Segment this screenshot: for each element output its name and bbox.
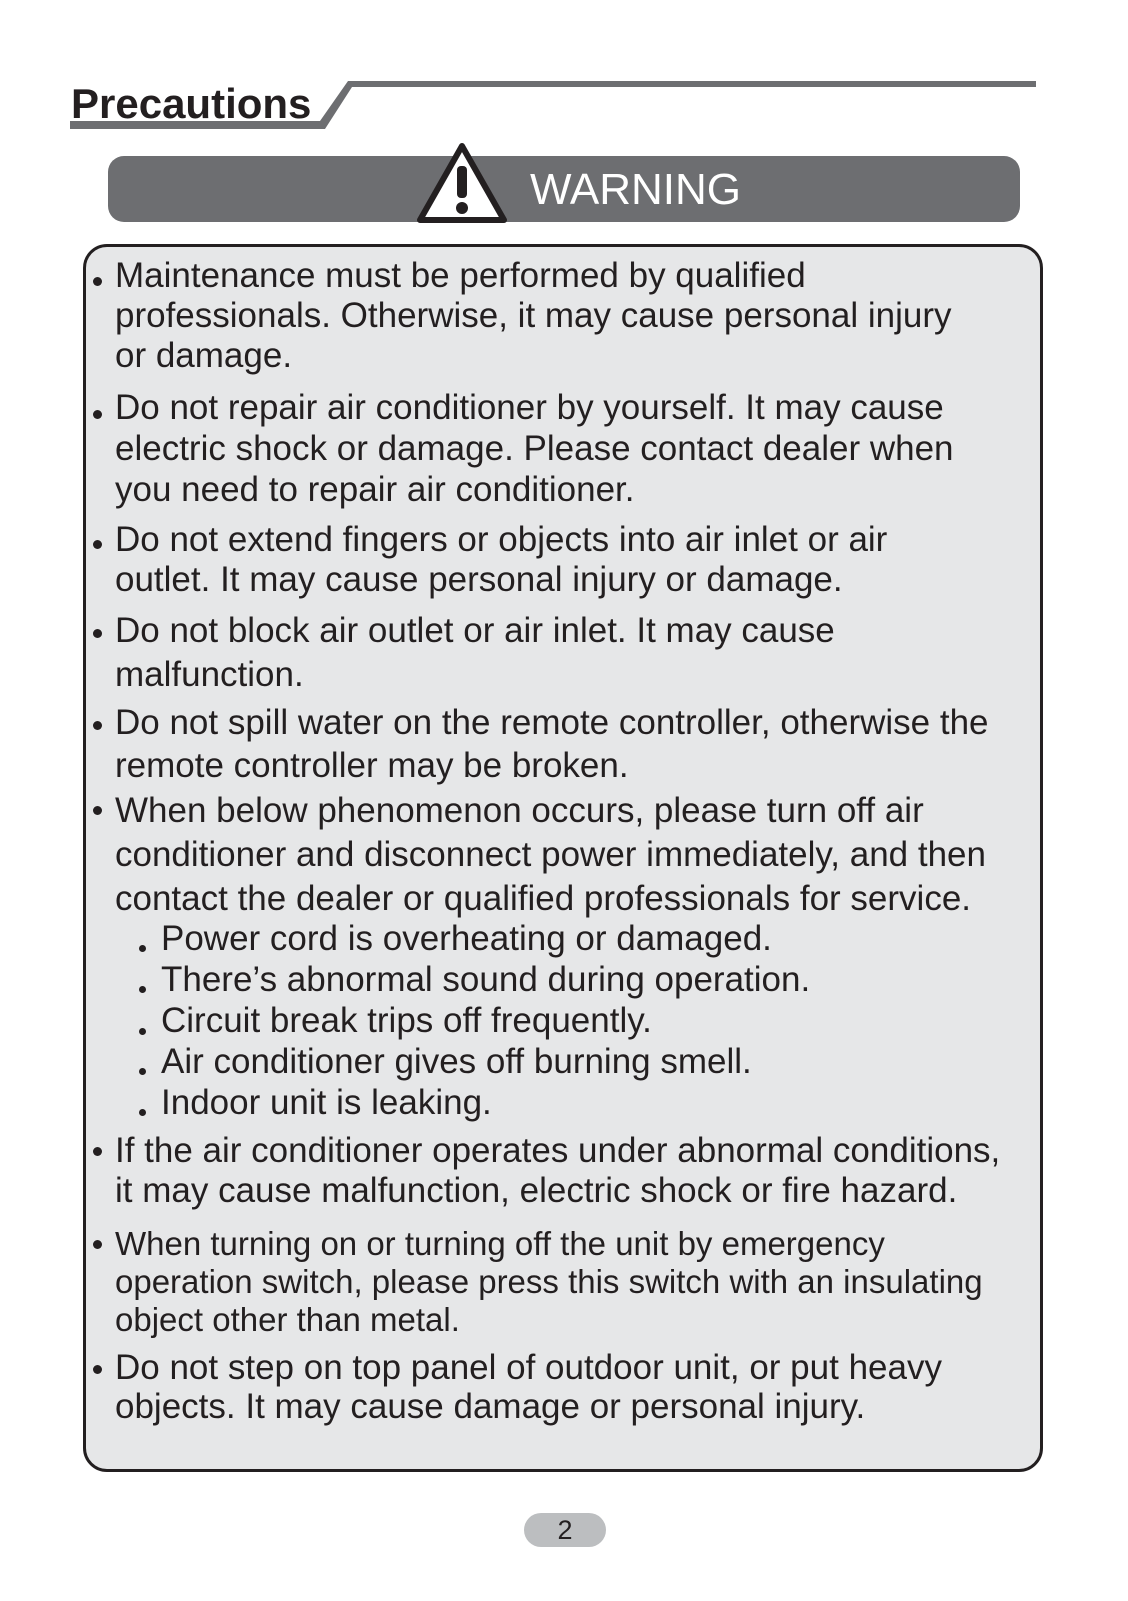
bullet-icon (93, 277, 102, 286)
bullet-icon (93, 721, 102, 730)
item-line: it may cause malfunction, electric shock or fire hazard. (115, 1171, 958, 1210)
item-line: conditioner and disconnect power immediately, and then (115, 835, 986, 874)
item-line: contact the dealer or qualified professionals for service. (115, 879, 972, 918)
item-line: When below phenomenon occurs, please turn off air (115, 791, 924, 830)
sub-list-item: Circuit break trips off frequently. (161, 1001, 652, 1040)
item-line: operation switch, please press this switch with an insulating (115, 1263, 983, 1300)
item-line: you need to repair air conditioner. (115, 470, 635, 509)
sub-list-item: There’s abnormal sound during operation. (161, 960, 811, 999)
item-line: Do not block air outlet or air inlet. It may cause (115, 611, 835, 650)
sub-list-item: Indoor unit is leaking. (161, 1083, 492, 1122)
item-line: Do not spill water on the remote controller, otherwise the (115, 703, 989, 742)
bullet-icon (93, 1147, 102, 1156)
sub-bullet-icon (139, 986, 146, 993)
sub-bullet-icon (139, 1109, 146, 1116)
sub-bullet-icon (139, 1068, 146, 1075)
item-line: Do not extend fingers or objects into air inlet or air (115, 520, 888, 559)
item-line: If the air conditioner operates under abnormal conditions, (115, 1131, 1001, 1170)
item-line: objects. It may cause damage or personal injury. (115, 1387, 866, 1426)
item-line: outlet. It may cause personal injury or damage. (115, 560, 843, 599)
bullet-icon (93, 806, 102, 815)
warning-label: WARNING (530, 165, 742, 214)
item-line: electric shock or damage. Please contact dealer when (115, 429, 954, 468)
item-line: When turning on or turning off the unit by emergency (115, 1225, 885, 1262)
item-line: Maintenance must be performed by qualified (115, 256, 806, 295)
item-line: malfunction. (115, 655, 304, 694)
sub-bullet-icon (139, 1028, 146, 1035)
item-line: object other than metal. (115, 1301, 460, 1338)
section-header (0, 0, 1128, 140)
page-title: Precautions (71, 80, 312, 127)
bullet-icon (93, 629, 102, 638)
warning-triangle-icon (416, 142, 508, 224)
sub-list-item: Power cord is overheating or damaged. (161, 919, 772, 958)
sub-bullet-icon (139, 945, 146, 952)
bullet-icon (93, 1240, 102, 1249)
item-line: professionals. Otherwise, it may cause personal injury (115, 296, 952, 335)
item-line: remote controller may be broken. (115, 746, 629, 785)
page-number: 2 (524, 1513, 606, 1547)
bullet-icon (93, 540, 102, 549)
item-line: or damage. (115, 336, 293, 375)
bullet-icon (93, 1365, 102, 1374)
item-line: Do not repair air conditioner by yourself. It may cause (115, 388, 944, 427)
bullet-icon (93, 410, 102, 419)
item-line: Do not step on top panel of outdoor unit, or put heavy (115, 1348, 942, 1387)
sub-list-item: Air conditioner gives off burning smell. (161, 1042, 752, 1081)
